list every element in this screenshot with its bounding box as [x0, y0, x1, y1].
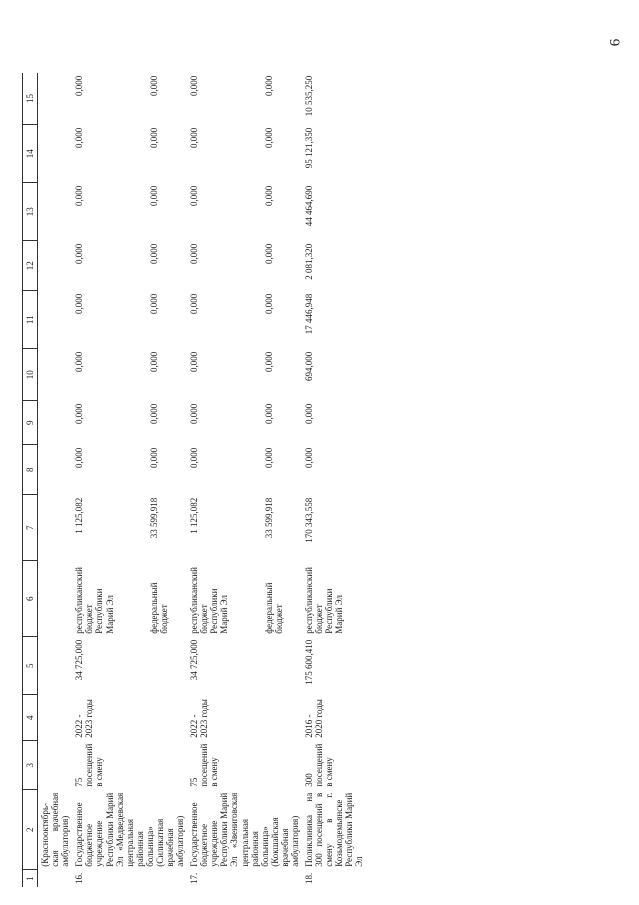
row-number: 18.: [304, 872, 315, 884]
table-header: [23, 73, 38, 887]
funding-source: федеральный бюджет: [263, 582, 284, 634]
capacity: 300 посещений в смену: [304, 743, 335, 787]
column-header: 4: [23, 695, 38, 741]
cell-value: 0,000: [189, 127, 200, 148]
column-header: 3: [23, 741, 38, 790]
column-header: 14: [23, 125, 38, 183]
table-row: [187, 73, 261, 887]
capacity: 75 посещений в смену: [74, 743, 105, 787]
column-header: 13: [23, 183, 38, 241]
table-row: [38, 73, 73, 887]
cell-value: 0,000: [263, 243, 274, 264]
cell-value: 1 125,082: [189, 497, 200, 534]
funding-source: республиканский бюджет Республики Марий Эл: [189, 567, 230, 634]
cell-value: 0,000: [148, 403, 159, 424]
table-row: [302, 73, 366, 887]
row-number: 16.: [74, 872, 85, 884]
cell-value: 44 464,690: [304, 185, 315, 227]
column-header: 10: [23, 349, 38, 401]
total-cost: 34 725,000: [74, 639, 85, 681]
cell-value: 694,000: [304, 351, 315, 381]
column-header: 9: [23, 401, 38, 445]
cell-value: 17 446,948: [304, 293, 315, 335]
cell-value: 0,000: [189, 403, 200, 424]
total-cost: 34 725,000: [189, 639, 200, 681]
period: 2022 - 2023 годы: [74, 699, 95, 738]
column-header: 7: [23, 495, 38, 561]
period: 2022 - 2023 годы: [189, 699, 210, 738]
cell-value: 0,000: [148, 185, 159, 206]
cell-value: 0,000: [74, 75, 85, 96]
cell-value: 0,000: [189, 447, 200, 468]
period: 2016 - 2020 годы: [304, 699, 325, 738]
column-header: 12: [23, 241, 38, 291]
funding-source: республиканский бюджет Республики Марий Эл: [304, 567, 345, 634]
cell-value: 0,000: [304, 447, 315, 468]
institution-name: (Краснооктябрь-ская врачебная амбулатория): [40, 792, 71, 867]
cell-value: 0,000: [189, 75, 200, 96]
column-header: 2: [23, 790, 38, 870]
cell-value: 0,000: [263, 185, 274, 206]
cell-value: 0,000: [74, 403, 85, 424]
institution-name: Поликлиника на 300 посещений в смену в г. Козьмодемьянске Республики Марий Эл: [304, 792, 365, 867]
cell-value: 0,000: [189, 293, 200, 314]
cell-value: 0,000: [148, 127, 159, 148]
capacity: 75 посещений в смену: [189, 743, 220, 787]
row-number: 17.: [189, 872, 200, 884]
cell-value: 0,000: [148, 75, 159, 96]
column-header: 15: [23, 73, 38, 125]
cell-value: 95 121,350: [304, 127, 315, 169]
funding-source: федеральный бюджет: [148, 582, 169, 634]
cell-value: 0,000: [74, 293, 85, 314]
page-number: 6: [607, 38, 624, 47]
cell-value: 0,000: [148, 351, 159, 372]
cell-value: 10 535,250: [304, 75, 315, 117]
cell-value: 33 599,918: [263, 497, 274, 539]
budget-table: [22, 73, 367, 887]
cell-value: 0,000: [74, 351, 85, 372]
column-header: 8: [23, 445, 38, 495]
cell-value: 0,000: [74, 447, 85, 468]
cell-value: 0,000: [263, 75, 274, 96]
column-header: 1: [23, 870, 38, 887]
cell-value: 0,000: [148, 243, 159, 264]
cell-value: 0,000: [189, 185, 200, 206]
cell-value: 33 599,918: [148, 497, 159, 539]
cell-value: 0,000: [74, 185, 85, 206]
cell-value: 0,000: [263, 403, 274, 424]
cell-value: 2 081,320: [304, 243, 315, 280]
cell-value: 0,000: [189, 351, 200, 372]
cell-value: 0,000: [263, 351, 274, 372]
institution-name: Государственное бюджетное учреждение Республики Марий Эл «Медведевская центральная районная больница» (Силикатная врачебная амбулатория): [74, 792, 186, 867]
table-row: [72, 73, 146, 887]
cell-value: 0,000: [263, 447, 274, 468]
cell-value: 0,000: [148, 447, 159, 468]
funding-source: республиканский бюджет Республики Марий Эл: [74, 567, 115, 634]
cell-value: 0,000: [263, 293, 274, 314]
column-header: 6: [23, 561, 38, 637]
cell-value: 0,000: [74, 243, 85, 264]
cell-value: 1 125,082: [74, 497, 85, 534]
cell-value: 0,000: [74, 127, 85, 148]
cell-value: 0,000: [189, 243, 200, 264]
cell-value: 0,000: [304, 403, 315, 424]
institution-name: Государственное бюджетное учреждение Республики Марий Эл «Звениговская центральная районная больница» (Кокшайская врачебная амбулатория): [189, 792, 300, 867]
cell-value: 170 343,558: [304, 497, 315, 543]
total-cost: 175 600,410: [304, 639, 315, 685]
column-header: 5: [23, 637, 38, 695]
cell-value: 0,000: [263, 127, 274, 148]
column-header: 11: [23, 291, 38, 349]
cell-value: 0,000: [148, 293, 159, 314]
